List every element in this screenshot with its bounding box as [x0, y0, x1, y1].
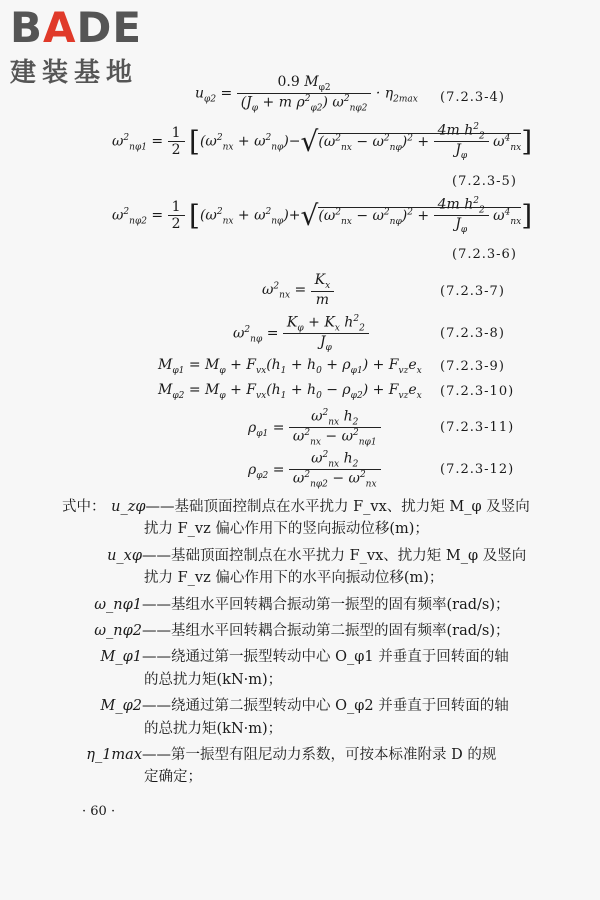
- definition-text: ——基础顶面控制点在水平扰力 F_vx、扰力矩 M_φ 及竖向: [142, 547, 527, 564]
- definition-text: ——基组水平回转耦合振动第二振型的固有频率(rad/s)；: [142, 623, 510, 640]
- equation-7-2-3-7: $\omega^2_{nx}$ = $\frac{K_x}{m}$: [262, 272, 334, 308]
- equation-number: (7.2.3-11): [440, 420, 515, 435]
- equation-number: (7.2.3-12): [440, 462, 515, 477]
- equation-7-2-3-9: $M_{\varphi 1} = M_\varphi + F_{vx}(h_1 + h_0 + \rho_{\varphi 1}) + F_{vz}e_x$: [158, 357, 422, 376]
- definition-item: [62, 496, 530, 518]
- definition-text: 扰力 F_vz 偏心作用下的竖向振动位移(m)；: [144, 521, 429, 538]
- definition-item: [62, 646, 522, 668]
- logo-word: BADE: [10, 3, 143, 52]
- definition-text: ——绕通过第一振型转动中心 O_φ1 并垂直于回转面的轴: [142, 649, 509, 666]
- symbol-definitions: [62, 496, 530, 789]
- equation-number: (7.2.3-6): [452, 247, 517, 262]
- definition-symbol: ω_nφ2: [94, 623, 142, 640]
- equation-7-2-3-10: $M_{\varphi 2} = M_\varphi + F_{vx}(h_1 + h_0 - \rho_{\varphi 2}) + F_{vz}e_x$: [158, 382, 422, 401]
- equation-7-2-3-12: $\rho_{\varphi 2}$ = $\frac{\omega^2_{nx} h_2}{\omega^2_{n\varphi 2} - \omega^2_{nx}}$: [248, 450, 381, 490]
- definition-symbol: η_1max: [86, 747, 142, 764]
- equation-number: (7.2.3-7): [440, 284, 505, 299]
- definition-symbol: M_φ2: [100, 698, 142, 715]
- equation-7-2-3-4: $u_{\varphi 2}$ = $\frac{0.9 M_{\varphi 2}}{(J_\varphi + m \rho^2_{\varphi 2}) \omega^2_{n\varphi 2}}$ · $\eta_{2max}$: [195, 74, 418, 114]
- page-number: · 60 ·: [82, 804, 116, 819]
- definition-item: [62, 545, 527, 567]
- equation-number: (7.2.3-8): [440, 326, 505, 341]
- definition-text: 定确定；: [144, 769, 202, 786]
- definitions-intro: 式中：: [62, 499, 106, 515]
- equation-number: (7.2.3-10): [440, 384, 515, 399]
- definition-text: 的总扰力矩(kN·m)；: [144, 720, 283, 737]
- logo: [10, 3, 175, 89]
- definition-text: ——基组水平回转耦合振动第一振型的固有频率(rad/s)；: [142, 596, 510, 613]
- equation-number: (7.2.3-4): [440, 90, 505, 105]
- equation-number: (7.2.3-5): [452, 174, 517, 189]
- equation-7-2-3-6: $\omega^2_{n\varphi 2}$ = $\frac{1}{2}$ [$(\omega^2_{nx} + \omega^2_{n\varphi})+√(\omega^2_{nx} - \omega^2_{n\varphi})^2$ + $\frac{4m h^2_2}{J_\varphi}$ $\omega^4_{nx}$]: [112, 196, 533, 236]
- equation-7-2-3-5: $\omega^2_{n\varphi 1}$ = $\frac{1}{2}$ [$(\omega^2_{nx} + \omega^2_{n\varphi})-√(\omega^2_{nx} - \omega^2_{n\varphi})^2$ + $\frac{4m h^2_2}{J_\varphi}$ $\omega^4_{nx}$]: [112, 122, 533, 162]
- definition-item: [62, 744, 522, 766]
- definition-text: 扰力 F_vz 偏心作用下的水平向振动位移(m)；: [144, 570, 444, 587]
- definition-text: ——第一振型有阻尼动力系数，可按本标准附录 D 的规: [142, 747, 497, 764]
- equation-7-2-3-8: $\omega^2_{n\varphi}$ = $\frac{K_\varphi + K_x h^2_2}{J_\varphi}$: [233, 314, 369, 353]
- equation-number: (7.2.3-9): [440, 359, 505, 374]
- equation-7-2-3-11: $\rho_{\varphi 1}$ = $\frac{\omega^2_{nx} h_2}{\omega^2_{nx} - \omega^2_{n\varphi 1}}$: [248, 408, 381, 448]
- definition-item: [62, 620, 522, 642]
- definition-item: [62, 695, 522, 717]
- definition-symbol: M_φ1: [100, 649, 142, 666]
- definition-item: [62, 594, 522, 616]
- definition-symbol: u_zφ: [111, 499, 146, 515]
- definition-symbol: u_xφ: [107, 547, 142, 564]
- definition-text: 的总扰力矩(kN·m)；: [144, 671, 283, 688]
- logo-subtitle: 建装基地: [10, 58, 139, 88]
- definition-text: ——基础顶面控制点在水平扰力 F_vx、扰力矩 M_φ 及竖向: [145, 499, 530, 515]
- definition-text: ——绕通过第二振型转动中心 O_φ2 并垂直于回转面的轴: [142, 698, 509, 715]
- definition-symbol: ω_nφ1: [94, 596, 142, 613]
